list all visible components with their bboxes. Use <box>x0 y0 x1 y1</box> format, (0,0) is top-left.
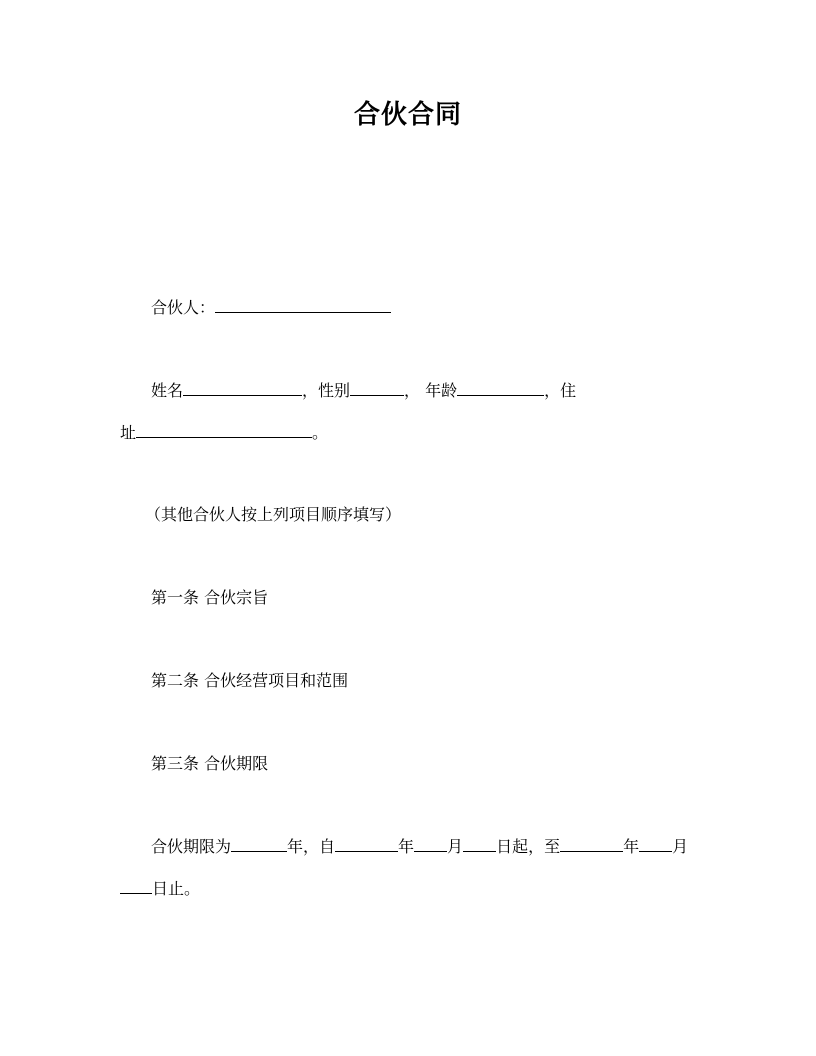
partner-label: 合伙人： <box>151 298 216 317</box>
name-blank[interactable] <box>183 381 302 396</box>
start-month-label: 月 <box>447 837 464 856</box>
start-month-blank[interactable] <box>414 837 447 852</box>
term-end-line <box>120 879 200 899</box>
start-year-blank[interactable] <box>335 837 398 852</box>
partner-blank[interactable] <box>215 298 391 313</box>
end-month-blank[interactable] <box>639 837 672 852</box>
end-year-blank[interactable] <box>560 837 623 852</box>
end-day-blank[interactable] <box>120 879 152 894</box>
start-year-label: 年 <box>398 837 415 856</box>
address-blank[interactable] <box>136 423 312 438</box>
article-3: 第三条 合伙期限 <box>151 754 269 773</box>
article-1: 第一条 合伙宗旨 <box>151 588 269 607</box>
address-prefix: 址 <box>120 423 137 442</box>
term-years-blank[interactable] <box>231 837 287 852</box>
article-2: 第二条 合伙经营项目和范围 <box>151 671 349 690</box>
address-end: 。 <box>312 423 329 442</box>
name-label: 姓名 <box>151 381 184 400</box>
end-month-label: 月 <box>672 837 689 856</box>
term-year-label: 年，自 <box>287 837 336 856</box>
gender-blank[interactable] <box>350 381 404 396</box>
gender-label: ，性别 <box>302 381 351 400</box>
document-title: 合伙合同 <box>353 100 462 130</box>
end-year-label: 年 <box>623 837 640 856</box>
term-end-label: 日止。 <box>152 879 201 898</box>
start-day-blank[interactable] <box>463 837 496 852</box>
age-label: ， 年龄 <box>404 381 458 400</box>
address-line <box>120 423 328 443</box>
name-line <box>151 381 576 401</box>
start-day-label: 日起，至 <box>496 837 561 856</box>
term-prefix: 合伙期限为 <box>151 837 232 856</box>
term-line <box>151 837 688 857</box>
age-blank[interactable] <box>457 381 544 396</box>
partner-line <box>151 298 391 318</box>
address-label: ，住 <box>544 381 577 400</box>
instruction-note: （其他合伙人按上列项目顺序填写） <box>145 505 402 524</box>
